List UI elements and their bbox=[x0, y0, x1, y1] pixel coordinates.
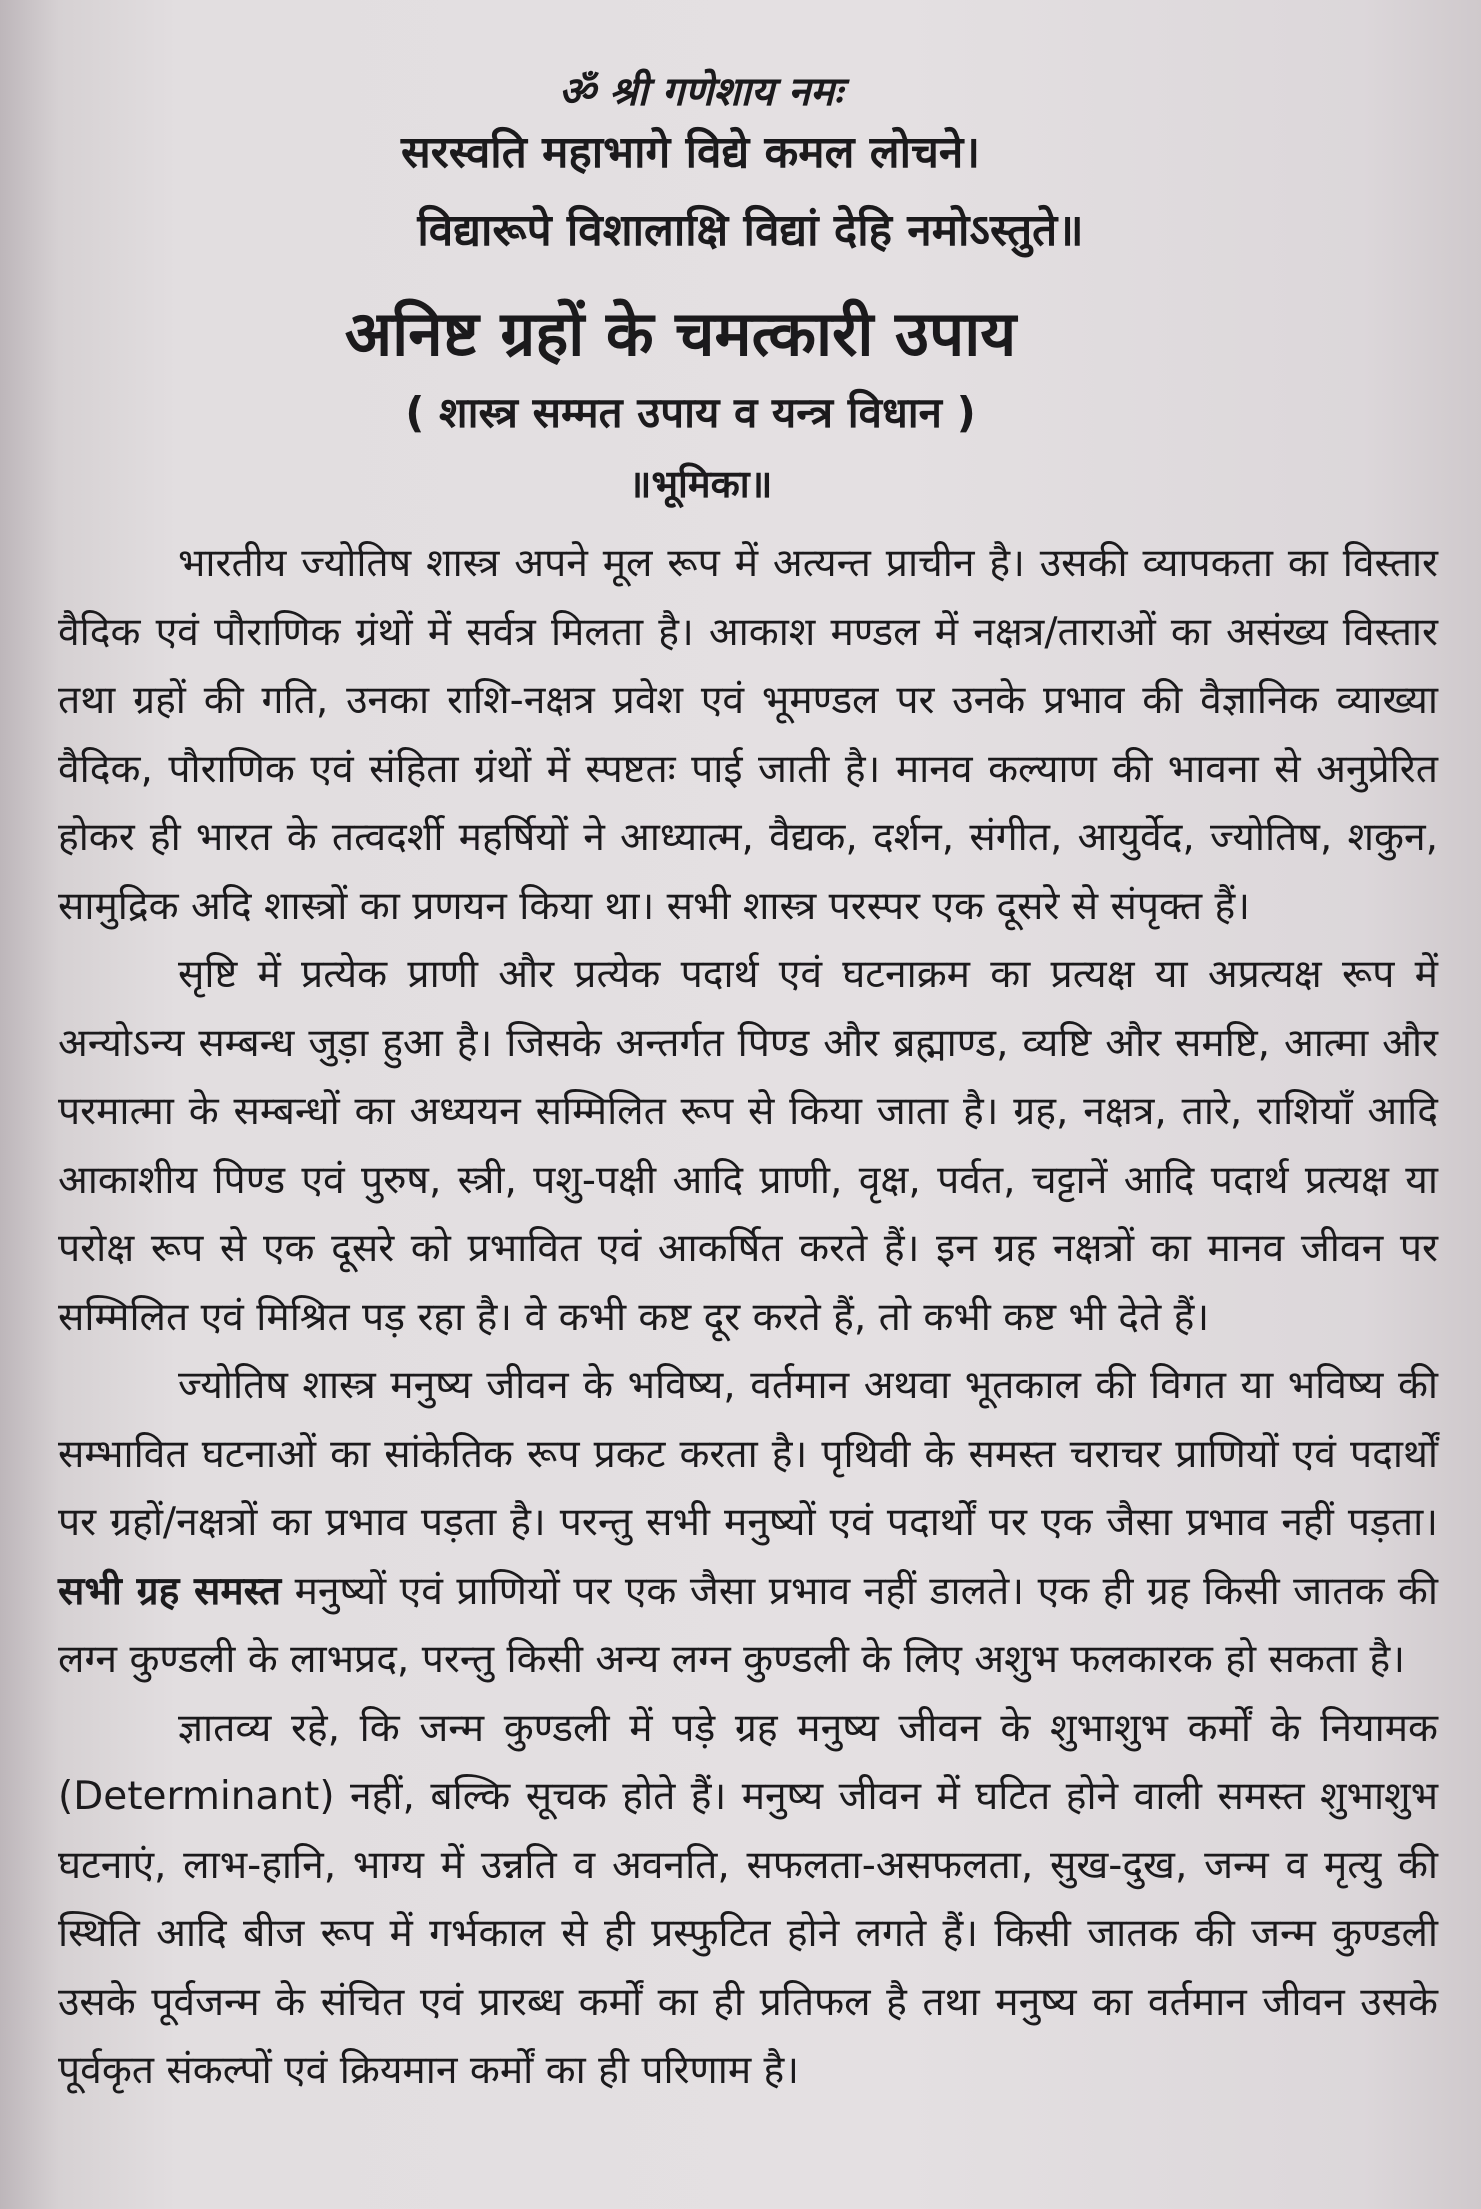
section-heading: ॥भूमिका॥ bbox=[628, 462, 773, 506]
paragraph-3 bbox=[58, 1352, 1438, 1695]
paragraph-2: सृष्टि में प्रत्येक प्राणी और प्रत्येक पदार्थ एवं घटनाक्रम का प्रत्यक्ष या अप्रत्यक्ष रूप में अन्योऽन्य सम्बन्ध जुड़ा हुआ है। जिसके अन्तर्गत पिण्ड और ब्रह्माण्ड, व्यष्टि और समष्टि, आत्मा और परमात्मा के सम्बन्धों का अध्ययन सम्मिलित रूप से किया जाता है। ग्रह, नक्षत्र, तारे, राशियाँ आदि आकाशीय पिण्ड एवं पुरुष, स्त्री, पशु-पक्षी आदि प्राणी, वृक्ष, पर्वत, चट्टानें आदि पदार्थ प्रत्यक्ष या परोक्ष रूप से एक दूसरे को प्रभावित एवं आकर्षित करते हैं। इन ग्रह नक्षत्रों का मानव जीवन पर सम्मिलित एवं मिश्रित पड़ रहा है। वे कभी कष्ट दूर करते हैं, तो कभी कष्ट भी देते हैं। bbox=[58, 952, 1438, 1340]
shloka-line-1: सरस्वति महाभागे विद्ये कमल लोचने। bbox=[400, 127, 981, 178]
shloka-line-2: विद्यारूपे विशालाक्षि विद्यां देहि नमोऽस्तुते॥ bbox=[417, 205, 1084, 256]
page-subtitle: ( शास्त्र सम्मत उपाय व यन्त्र विधान ) bbox=[405, 388, 976, 437]
paragraph-3-part-2: मनुष्यों एवं प्राणियों पर एक जैसा प्रभाव नहीं डालते। एक ही ग्रह किसी जातक की लग्न कुण्डली के लाभप्रद, परन्तु किसी अन्य लग्न कुण्डली के लिए अशुभ फलकारक हो सकता है। bbox=[58, 1568, 1438, 1682]
page-title: अनिष्ट ग्रहों के चमत्कारी उपाय bbox=[344, 297, 1017, 370]
paragraph-4: ज्ञातव्य रहे, कि जन्म कुण्डली में पड़े ग्रह मनुष्य जीवन के शुभाशुभ कर्मों के नियामक (Determinant) नहीं, बल्कि सूचक होते हैं। मनुष्य जीवन में घटित होने वाली समस्त शुभाशुभ घटनाएं, लाभ-हानि, भाग्य में उन्नति व अवनति, सफलता-असफलता, सुख-दुख, जन्म व मृत्यु की स्थिति आदि बीज रूप में गर्भकाल से ही प्रस्फुटित होने लगते हैं। किसी जातक की जन्म कुण्डली उसके पूर्वजन्म के संचित एवं प्रारब्ध कर्मों का ही प्रतिफल है तथा मनुष्य का वर्तमान जीवन उसके पूर्वकृत संकल्पों एवं क्रियमान कर्मों का ही परिणाम है। bbox=[58, 1705, 1438, 2093]
paragraph-1: भारतीय ज्योतिष शास्त्र अपने मूल रूप में अत्यन्त प्राचीन है। उसकी व्यापकता का विस्तार वैदिक एवं पौराणिक ग्रंथों में सर्वत्र मिलता है। आकाश मण्डल में नक्षत्र/ताराओं का असंख्य विस्तार तथा ग्रहों की गति, उनका राशि-नक्षत्र प्रवेश एवं भूमण्डल पर उनके प्रभाव की वैज्ञानिक व्याख्या वैदिक, पौराणिक एवं संहिता ग्रंथों में स्पष्टतः पाई जाती है। मानव कल्याण की भावना से अनुप्रेरित होकर ही भारत के तत्वदर्शी महर्षियों ने आध्यात्म, वैद्यक, दर्शन, संगीत, आयुर्वेद, ज्योतिष, शकुन, सामुद्रिक अदि शास्त्रों का प्रणयन किया था। सभी शास्त्र परस्पर एक दूसरे से संपृक्त हैं। bbox=[58, 541, 1438, 929]
body-text bbox=[58, 530, 1438, 2106]
paragraph-3-bold-run: सभी ग्रह समस्त bbox=[58, 1568, 282, 1614]
paragraph-3-part-1: ज्योतिष शास्त्र मनुष्य जीवन के भविष्य, वर्तमान अथवा भूतकाल की विगत या भविष्य की सम्भावित घटनाओं का सांकेतिक रूप प्रकट करता है। पृथिवी के समस्त चराचर प्राणियों एवं पदार्थों पर ग्रहों/नक्षत्रों का प्रभाव पड़ता है। परन्तु सभी मनुष्यों एवं पदार्थों पर एक जैसा प्रभाव नहीं पड़ता। bbox=[58, 1363, 1438, 1545]
invocation-line: ॐ श्री गणेशाय नमः bbox=[558, 69, 843, 115]
